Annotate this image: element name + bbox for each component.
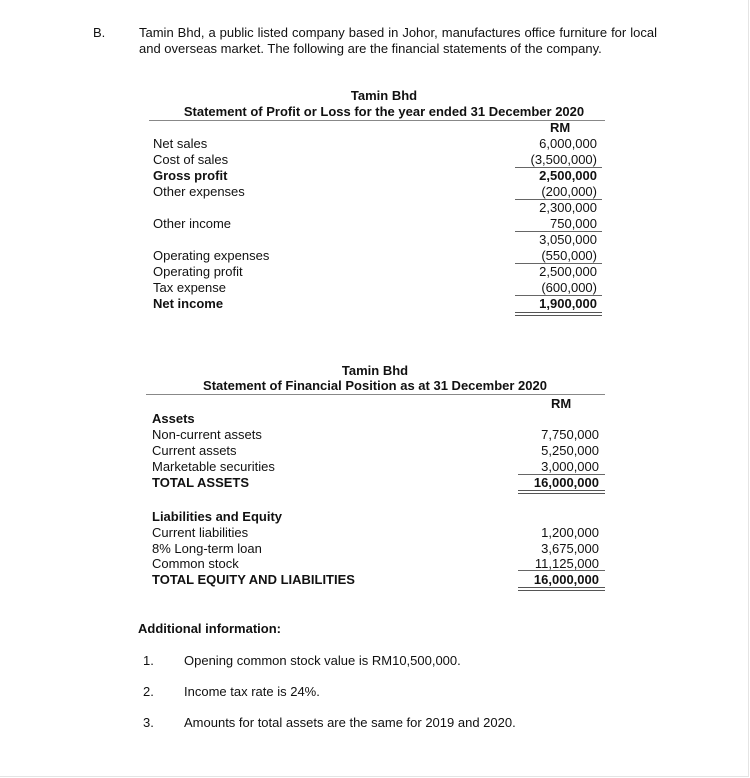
- row-label: Net income: [153, 296, 224, 311]
- liability-row: [152, 541, 599, 557]
- row-label: Marketable securities: [152, 459, 275, 474]
- liabilities-heading: [152, 509, 599, 525]
- item-text: Amounts for total assets are the same for 2019 and 2020.: [184, 715, 516, 730]
- pl-row: [153, 264, 597, 280]
- row-label: Current liabilities: [152, 525, 249, 540]
- underline: [515, 295, 602, 296]
- row-value: 2,500,000: [539, 264, 597, 279]
- item-number: 1.: [143, 653, 154, 668]
- item-number: 2.: [143, 684, 154, 699]
- row-value: (200,000): [541, 184, 597, 199]
- row-label: Gross profit: [153, 168, 228, 183]
- asset-row: [152, 427, 599, 443]
- asset-row: [152, 443, 599, 459]
- row-value: 3,000,000: [541, 459, 599, 474]
- row-value: 1,900,000: [539, 296, 597, 311]
- row-value: 1,200,000: [541, 525, 599, 540]
- heading-label: Assets: [152, 411, 195, 426]
- pl-table: [153, 136, 597, 312]
- pl-row: [153, 184, 597, 200]
- row-label: TOTAL EQUITY AND LIABILITIES: [152, 571, 355, 587]
- row-value: (600,000): [541, 280, 597, 295]
- sofp-company: Tamin Bhd: [341, 363, 409, 378]
- row-label: Current assets: [152, 443, 237, 458]
- row-value: 2,300,000: [539, 200, 597, 215]
- liability-row: [152, 525, 599, 541]
- underline: [518, 570, 605, 571]
- row-value: 3,050,000: [539, 232, 597, 247]
- row-value: 11,125,000: [534, 556, 599, 571]
- sofp-title: Statement of Financial Position as at 31 December 2020: [203, 378, 547, 393]
- total-assets-row: [152, 475, 599, 491]
- pl-row: [153, 136, 597, 152]
- pl-currency: RM: [550, 120, 571, 135]
- underline: [515, 231, 602, 232]
- double-underline: [518, 587, 605, 591]
- sofp-assets-table: [152, 411, 599, 491]
- assets-heading: [152, 411, 599, 427]
- row-value: (550,000): [541, 248, 597, 263]
- section-letter: B.: [93, 25, 106, 40]
- row-label: Cost of sales: [153, 152, 229, 167]
- item-text: Opening common stock value is RM10,500,000.: [184, 653, 461, 668]
- total-liabilities-row: [152, 572, 599, 588]
- double-underline: [518, 490, 605, 494]
- intro-paragraph: Tamin Bhd, a public listed company based in Johor, manufactures office furniture for local and overseas market. The following are the financial statements of the company.: [139, 25, 657, 56]
- row-label: Other expenses: [153, 184, 245, 199]
- row-label: Operating profit: [153, 264, 243, 279]
- row-label: Operating expenses: [153, 248, 270, 263]
- double-underline: [515, 312, 602, 316]
- row-label: Net sales: [153, 136, 208, 151]
- row-value: 3,675,000: [541, 540, 599, 556]
- underline: [515, 199, 602, 200]
- pl-row: [153, 232, 597, 248]
- pl-row: [153, 280, 597, 296]
- sofp-currency: RM: [551, 396, 572, 411]
- pl-title: Statement of Profit or Loss for the year ended 31 December 2020: [183, 104, 585, 119]
- pl-row: [153, 296, 597, 312]
- row-label: TOTAL ASSETS: [152, 475, 250, 490]
- additional-info-heading: Additional information:: [138, 621, 281, 636]
- item-text: Income tax rate is 24%.: [184, 684, 320, 699]
- asset-row: [152, 459, 599, 475]
- row-label: Non-current assets: [152, 427, 262, 442]
- item-number: 3.: [143, 715, 154, 730]
- pl-row: [153, 152, 597, 168]
- pl-row: [153, 216, 597, 232]
- sofp-title-rule: [146, 394, 605, 395]
- row-label: Common stock: [152, 556, 239, 571]
- row-value: 16,000,000: [533, 475, 599, 490]
- row-value: 750,000: [550, 216, 597, 231]
- pl-row: [153, 168, 597, 184]
- pl-row: [153, 248, 597, 264]
- underline: [515, 263, 602, 264]
- row-label: Tax expense: [153, 280, 226, 295]
- row-value: 7,750,000: [541, 427, 599, 442]
- row-label: 8% Long-term loan: [152, 540, 262, 556]
- pl-row: [153, 200, 597, 216]
- pl-title-rule: [149, 120, 605, 121]
- row-value: 5,250,000: [541, 443, 599, 458]
- sofp-liabilities-table: [152, 509, 599, 588]
- row-label: Other income: [153, 216, 232, 231]
- underline: [515, 167, 602, 168]
- row-value: (3,500,000): [530, 152, 597, 167]
- pl-company: Tamin Bhd: [350, 88, 418, 103]
- underline: [518, 474, 605, 475]
- row-value: 2,500,000: [539, 168, 597, 183]
- row-value: 16,000,000: [533, 571, 599, 587]
- row-value: 6,000,000: [539, 136, 597, 151]
- heading-label: Liabilities and Equity: [152, 509, 283, 524]
